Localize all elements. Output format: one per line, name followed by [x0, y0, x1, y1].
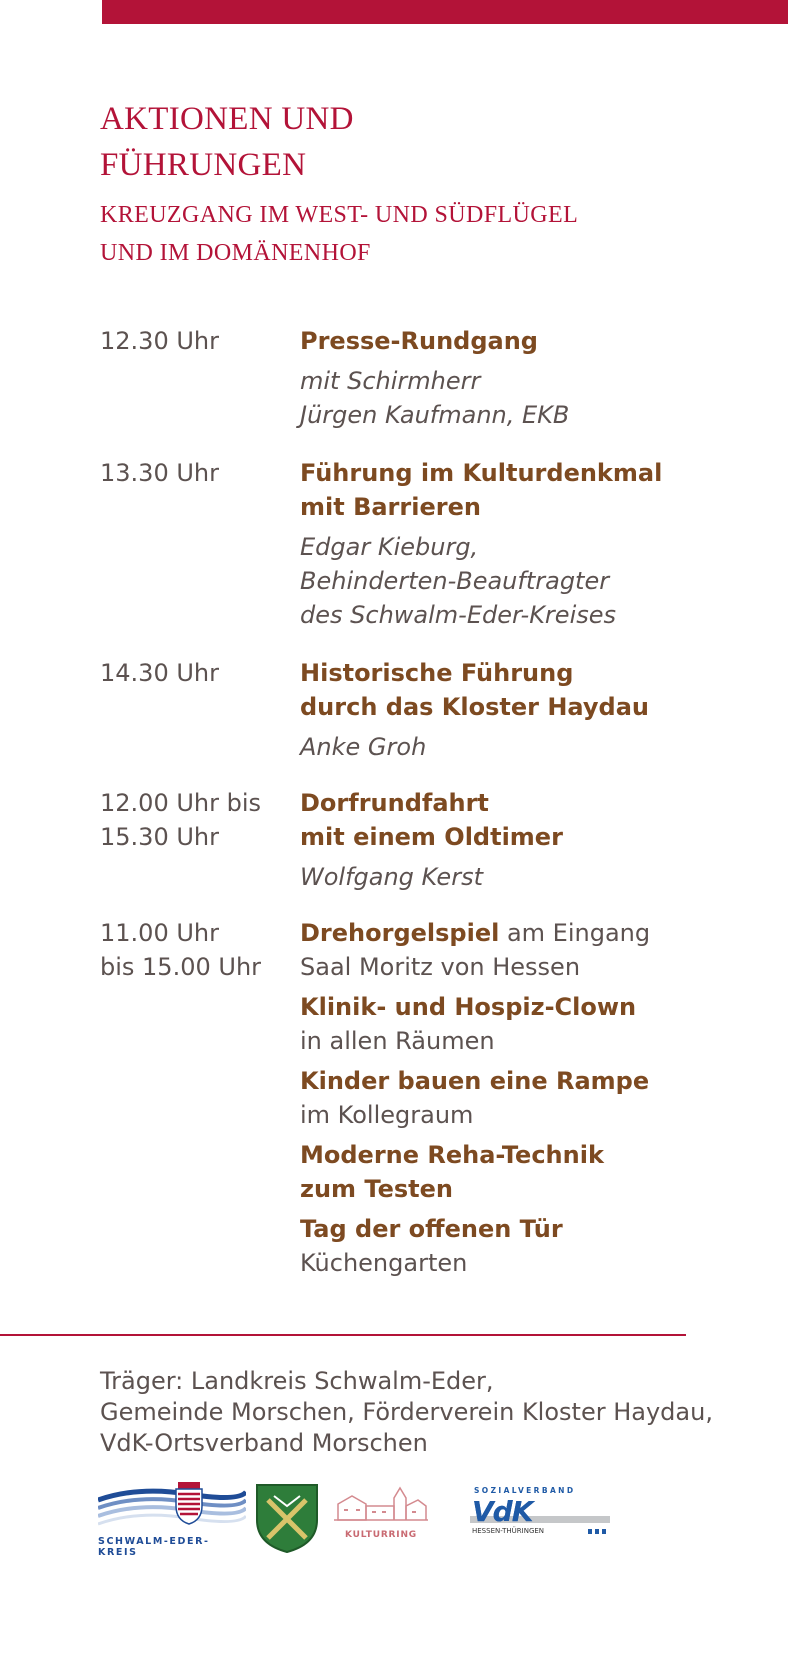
- event-time: [100, 916, 300, 1286]
- activity-item: [300, 916, 700, 984]
- event-time: [100, 324, 300, 432]
- event-host: [300, 860, 700, 894]
- schedule-row: [100, 656, 700, 764]
- event-time-line: 13.30 Uhr: [100, 459, 219, 487]
- schedule-row: [100, 456, 700, 632]
- morschen-coat-of-arms-logo: [254, 1482, 320, 1554]
- activity-title: Kinder bauen eine Rampe: [300, 1067, 650, 1095]
- sponsors-text: [100, 1366, 713, 1459]
- coat-of-arms-icon: [176, 1482, 202, 1524]
- event-title-line: Dorfrundfahrt: [300, 789, 489, 817]
- vdk-top-label: SOZIALVERBAND: [474, 1486, 576, 1495]
- vdk-dots-icon: [588, 1529, 606, 1534]
- event-time: [100, 456, 300, 632]
- event-time-line: 15.30 Uhr: [100, 823, 219, 851]
- kulturring-building-icon: [334, 1486, 428, 1522]
- top-accent-bar: [102, 0, 788, 24]
- activity-location: Küchengarten: [300, 1249, 468, 1277]
- activity-title: Drehorgelspiel: [300, 919, 500, 947]
- page-subtitle-line2: UND IM DOMÄNENHOF: [100, 240, 371, 266]
- activity-list: [300, 916, 700, 1286]
- section-divider: [0, 1334, 686, 1336]
- activity-title-line2: zum Testen: [300, 1175, 453, 1203]
- event-time-line: 11.00 Uhr: [100, 919, 219, 947]
- event-title: [300, 456, 700, 524]
- activity-item: [300, 1064, 700, 1132]
- event-title-line: Presse-Rundgang: [300, 327, 538, 355]
- schwalm-eder-kreis-logo: [98, 1480, 246, 1558]
- activity-item: [300, 1212, 700, 1280]
- kulturring-logo: [334, 1486, 428, 1538]
- event-host-line: Wolfgang Kerst: [300, 863, 483, 891]
- schwalm-eder-kreis-label: SCHWALM-EDER-KREIS: [98, 1536, 210, 1558]
- activity-location: Saal Moritz von Hessen: [300, 953, 581, 981]
- activity-location-inline: am Eingang: [499, 919, 651, 947]
- event-time: [100, 786, 300, 894]
- event-title-line: mit einem Oldtimer: [300, 823, 563, 851]
- event-schedule: [100, 324, 700, 1286]
- page-subtitle-line1: KREUZGANG IM WEST- UND SÜDFLÜGEL: [100, 202, 579, 228]
- event-host: [300, 530, 700, 632]
- activity-title: Moderne Reha-Technik: [300, 1141, 604, 1169]
- sponsors-line: Gemeinde Morschen, Förderverein Kloster Haydau,: [100, 1398, 713, 1426]
- page-subtitle: [100, 196, 578, 272]
- schedule-row: [100, 324, 700, 432]
- activity-item: [300, 990, 700, 1058]
- event-time-line: 12.00 Uhr bis: [100, 789, 262, 817]
- event-title-line: Historische Führung: [300, 659, 574, 687]
- event-time: [100, 656, 300, 764]
- event-details: [300, 456, 700, 632]
- event-title-line: durch das Kloster Haydau: [300, 693, 649, 721]
- event-title-line: Führung im Kulturdenkmal: [300, 459, 663, 487]
- activity-title: Klinik- und Hospiz-Clown: [300, 993, 637, 1021]
- event-host-line: Behinderten-Beauftragter: [300, 567, 610, 595]
- page-title-line1: AKTIONEN UND: [100, 101, 354, 137]
- event-details: [300, 656, 700, 764]
- event-details: [300, 324, 700, 432]
- event-time-line: bis 15.00 Uhr: [100, 953, 262, 981]
- activity-location: im Kollegraum: [300, 1101, 474, 1129]
- event-title: [300, 324, 700, 358]
- event-host-line: mit Schirmherr: [300, 367, 481, 395]
- event-host: [300, 730, 700, 764]
- vdk-wordmark: VdK: [472, 1495, 533, 1528]
- event-title: [300, 786, 700, 854]
- schwalm-eder-waves-icon: [98, 1480, 246, 1526]
- sponsors-line: VdK-Ortsverband Morschen: [100, 1429, 428, 1457]
- activity-location: in allen Räumen: [300, 1027, 495, 1055]
- sponsors-line: Träger: Landkreis Schwalm-Eder,: [100, 1367, 494, 1395]
- event-time-line: 12.30 Uhr: [100, 327, 219, 355]
- activity-title: Tag der offenen Tür: [300, 1215, 563, 1243]
- event-title-line: mit Barrieren: [300, 493, 481, 521]
- vdk-brand-block: [470, 1497, 614, 1527]
- morschen-shield-icon: [254, 1482, 320, 1554]
- event-host-line: Jürgen Kaufmann, EKB: [300, 401, 570, 429]
- vdk-bottom-label: HESSEN-THÜRINGEN: [472, 1527, 545, 1535]
- event-host-line: Anke Groh: [300, 733, 427, 761]
- event-host-line: Edgar Kieburg,: [300, 533, 479, 561]
- activity-item: [300, 1138, 700, 1206]
- schedule-row: [100, 786, 700, 894]
- event-time-line: 14.30 Uhr: [100, 659, 219, 687]
- event-title: [300, 656, 700, 724]
- event-host-line: des Schwalm-Eder-Kreises: [300, 601, 617, 629]
- page-title-line2: FÜHRUNGEN: [100, 147, 307, 183]
- event-details: [300, 786, 700, 894]
- kulturring-label: KULTURRING: [345, 1530, 417, 1540]
- schedule-row-all-day: [100, 916, 700, 1286]
- vdk-logo: [470, 1486, 614, 1546]
- event-host: [300, 364, 700, 432]
- page-title: [100, 96, 354, 188]
